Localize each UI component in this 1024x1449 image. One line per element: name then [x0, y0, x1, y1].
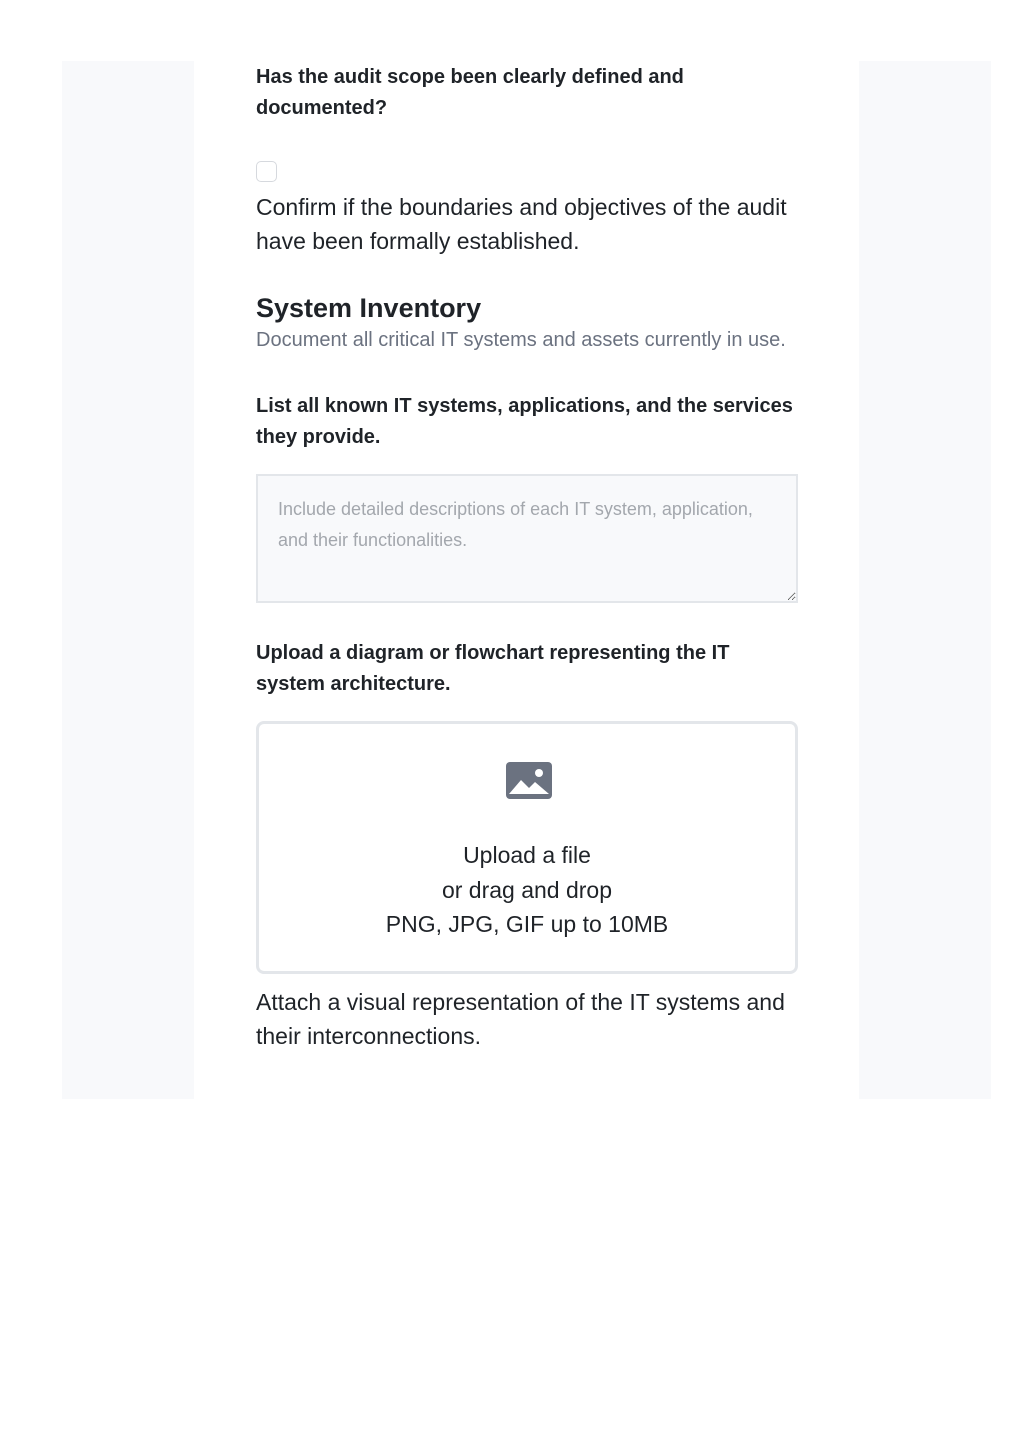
form-content: [256, 61, 798, 1053]
systems-list-question: List all known IT systems, applications, and the services they provide.: [256, 395, 793, 448]
image-icon: [506, 762, 552, 799]
systems-list-textarea[interactable]: [256, 474, 798, 603]
audit-scope-question: Has the audit scope been clearly defined and documented?: [256, 66, 684, 119]
diagram-upload-help: Attach a visual representation of the IT systems and their interconnections.: [256, 989, 785, 1049]
drag-drop-label: or drag and drop: [441, 876, 613, 903]
diagram-upload-question: Upload a diagram or flowchart representing the IT system architecture.: [256, 642, 730, 695]
audit-scope-help: Confirm if the boundaries and objectives of the audit have been formally established.: [256, 194, 787, 254]
file-dropzone[interactable]: [256, 721, 798, 974]
file-type-hint: PNG, JPG, GIF up to 10MB: [385, 911, 669, 937]
section-title-system-inventory: System Inventory: [256, 293, 482, 323]
upload-file-link[interactable]: Upload a file: [463, 842, 591, 868]
audit-scope-checkbox[interactable]: [256, 161, 277, 182]
section-description: Document all critical IT systems and assets currently in use.: [256, 329, 786, 351]
upload-text-block: [259, 838, 795, 942]
